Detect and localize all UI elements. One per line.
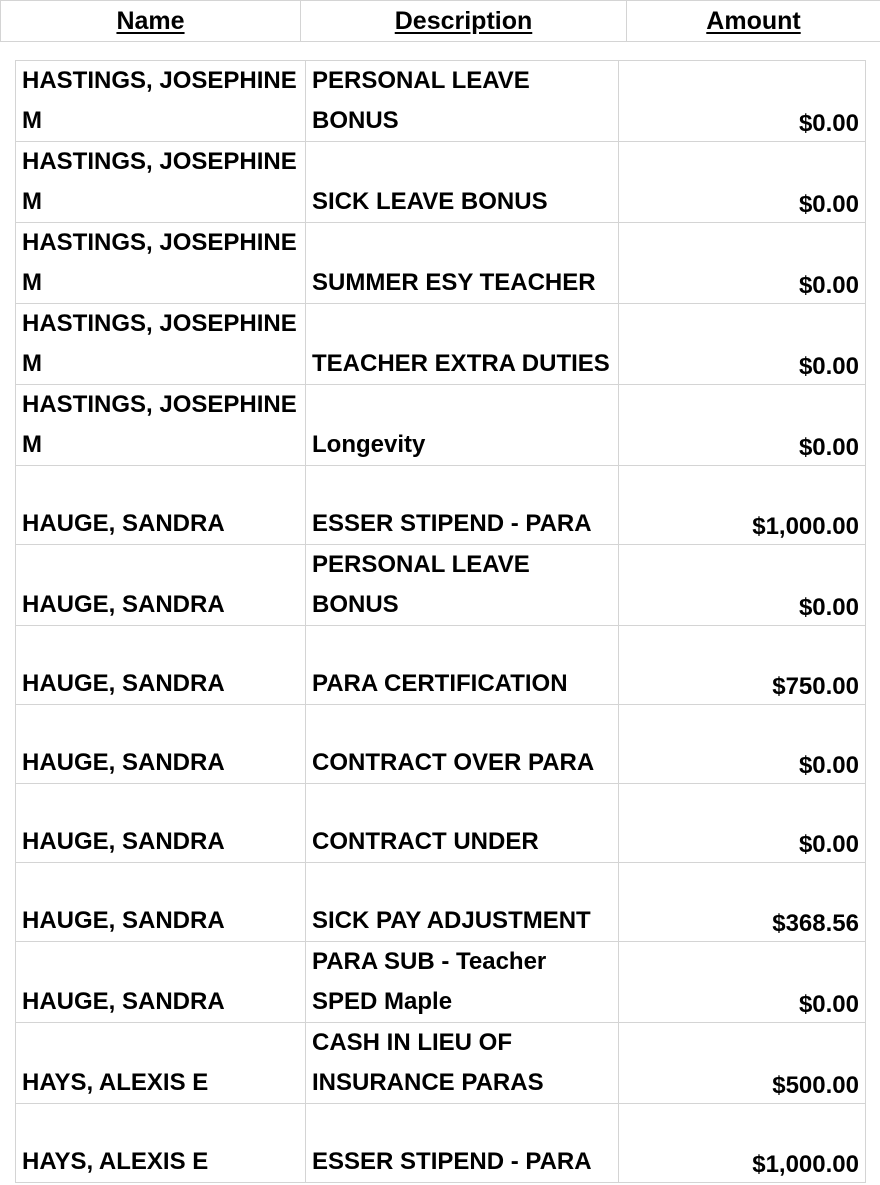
row-amount — [619, 142, 866, 223]
row-amount-value: $0.00 — [798, 991, 859, 1018]
row-amount-value: $0.00 — [798, 110, 859, 137]
row-name: HAYS, ALEXIS E — [16, 1023, 306, 1104]
row-name: HASTINGS, JOSEPHINE M — [16, 61, 306, 142]
row-description: PERSONAL LEAVE BONUS — [306, 61, 619, 142]
row-amount — [619, 223, 866, 304]
table-row — [16, 626, 866, 705]
table-row — [16, 545, 866, 626]
row-amount-value: $750.00 — [772, 673, 859, 700]
row-description: CONTRACT UNDER — [306, 784, 619, 863]
row-amount-value: $0.00 — [798, 353, 859, 380]
row-description: PARA SUB - Teacher SPED Maple — [306, 942, 619, 1023]
table-row — [16, 142, 866, 223]
table-row — [16, 223, 866, 304]
table-row — [16, 1104, 866, 1183]
header-amount: Amount — [627, 1, 880, 42]
row-name: HAYS, ALEXIS E — [16, 1104, 306, 1183]
row-amount-value: $0.00 — [798, 191, 859, 218]
table-row — [16, 863, 866, 942]
row-amount — [619, 466, 866, 545]
row-name: HAUGE, SANDRA — [16, 705, 306, 784]
row-description: CONTRACT OVER PARA — [306, 705, 619, 784]
table-row — [16, 466, 866, 545]
row-amount — [619, 784, 866, 863]
row-amount-value: $0.00 — [798, 594, 859, 621]
row-amount-value: $0.00 — [798, 272, 859, 299]
row-name: HAUGE, SANDRA — [16, 863, 306, 942]
header-name: Name — [1, 1, 301, 42]
table-row — [16, 385, 866, 466]
row-description: PARA CERTIFICATION — [306, 626, 619, 705]
row-amount — [619, 942, 866, 1023]
row-amount — [619, 705, 866, 784]
row-description: ESSER STIPEND - PARA — [306, 466, 619, 545]
row-name: HASTINGS, JOSEPHINE M — [16, 223, 306, 304]
row-name: HAUGE, SANDRA — [16, 626, 306, 705]
row-name: HASTINGS, JOSEPHINE M — [16, 304, 306, 385]
header-description: Description — [301, 1, 627, 42]
table-row — [16, 705, 866, 784]
row-amount — [619, 545, 866, 626]
row-amount-value: $1,000.00 — [752, 513, 859, 540]
row-name: HAUGE, SANDRA — [16, 784, 306, 863]
row-description: CASH IN LIEU OF INSURANCE PARAS — [306, 1023, 619, 1104]
row-amount — [619, 385, 866, 466]
row-description: PERSONAL LEAVE BONUS — [306, 545, 619, 626]
row-amount — [619, 304, 866, 385]
row-description: Longevity — [306, 385, 619, 466]
row-name: HAUGE, SANDRA — [16, 545, 306, 626]
row-description: TEACHER EXTRA DUTIES — [306, 304, 619, 385]
table-row — [16, 1023, 866, 1104]
row-name: HAUGE, SANDRA — [16, 942, 306, 1023]
column-header-table — [0, 0, 880, 42]
row-description: SICK LEAVE BONUS — [306, 142, 619, 223]
row-amount — [619, 1104, 866, 1183]
table-row — [16, 784, 866, 863]
row-amount-value: $0.00 — [798, 752, 859, 779]
row-description: ESSER STIPEND - PARA — [306, 1104, 619, 1183]
row-amount-value: $0.00 — [798, 434, 859, 461]
row-description: SICK PAY ADJUSTMENT — [306, 863, 619, 942]
row-amount-value: $1,000.00 — [752, 1151, 859, 1178]
row-amount-value: $0.00 — [798, 831, 859, 858]
table-row — [16, 942, 866, 1023]
row-amount — [619, 863, 866, 942]
header-row — [1, 1, 880, 42]
row-amount-value: $368.56 — [772, 910, 859, 937]
row-name: HAUGE, SANDRA — [16, 466, 306, 545]
row-name: HASTINGS, JOSEPHINE M — [16, 142, 306, 223]
payments-table — [15, 60, 866, 1183]
row-description: SUMMER ESY TEACHER — [306, 223, 619, 304]
row-amount — [619, 626, 866, 705]
row-amount — [619, 61, 866, 142]
table-row — [16, 304, 866, 385]
row-amount — [619, 1023, 866, 1104]
table-row — [16, 61, 866, 142]
row-amount-value: $500.00 — [772, 1072, 859, 1099]
row-name: HASTINGS, JOSEPHINE M — [16, 385, 306, 466]
